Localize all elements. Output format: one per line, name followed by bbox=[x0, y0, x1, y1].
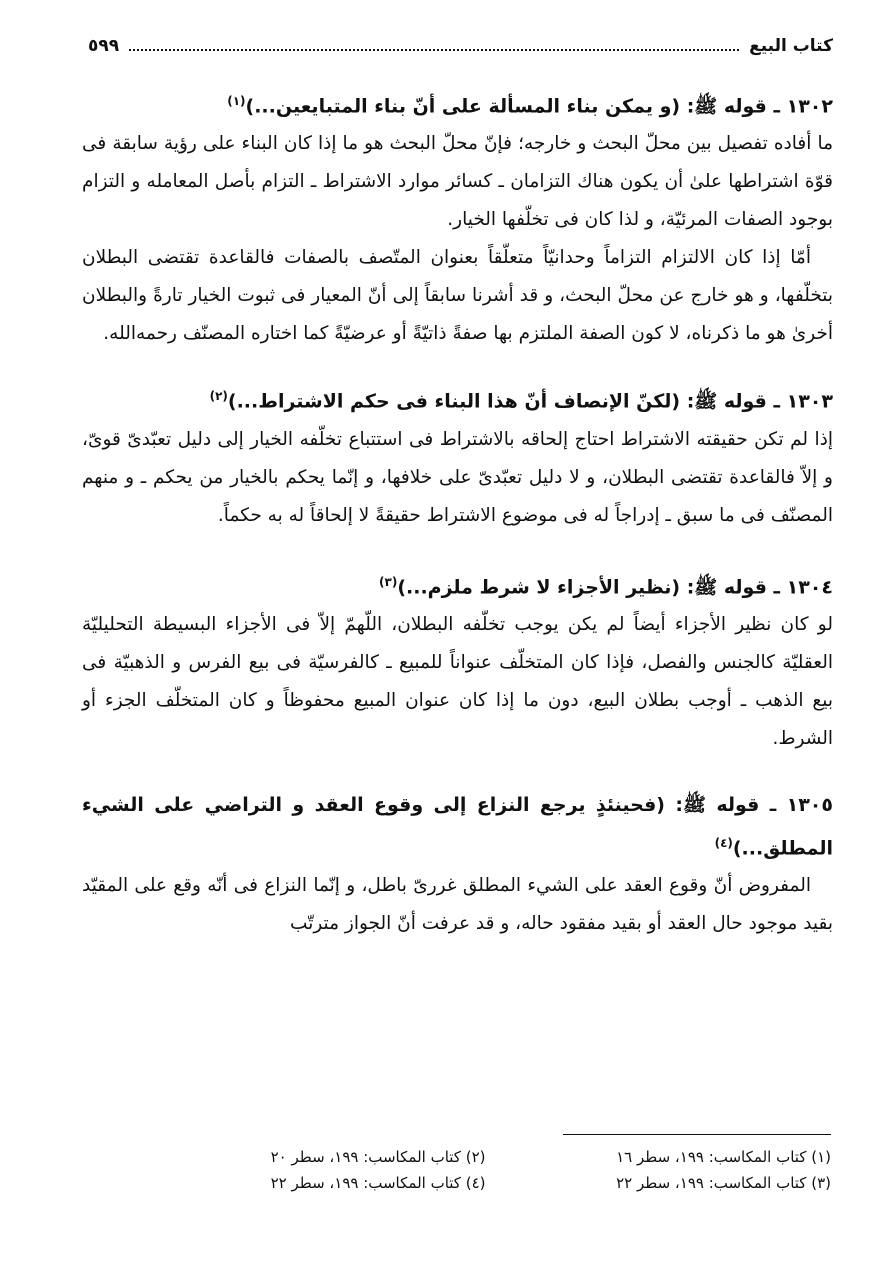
page-body bbox=[82, 82, 833, 943]
book-title: كتاب البيع bbox=[749, 36, 833, 56]
section-1305 bbox=[82, 786, 833, 943]
footnote-1: (١) كتاب المكاسب: ١٩٩، سطر ١٦ bbox=[616, 1148, 831, 1166]
footnotes bbox=[180, 1146, 831, 1194]
heading-text: ١٣٠٥ ـ قوله ﷺ: (فحينئذٍ يرجع النزاع إلى وقوع العقد و التراضي على الشيء المطلق...) bbox=[82, 793, 833, 860]
footnote-ref: (٤) bbox=[714, 835, 733, 850]
page-number: ٥٩٩ bbox=[88, 36, 120, 56]
section-heading bbox=[82, 786, 833, 867]
footnote-3: (٣) كتاب المكاسب: ١٩٩، سطر ٢٢ bbox=[616, 1174, 831, 1192]
paragraph: أمّا إذا كان الالتزام التزاماً وحدانيّاً متعلّقاً بعنوان المتّصف بالصفات فالقاعدة تقتضى البطلان بتخلّفها، و هو خارج عن محلّ البحث، و قد أشرنا سابقاً إلى أنّ المعيار فى ثبوت الخيار تارةً والبطلان أخرىٰ هو ما ذكرناه، لا كون الصفة الملتزم بها صفةً ذاتيّةً أو عرضيّةً كما اختاره المصنّف رحمه‌الله. bbox=[82, 247, 833, 345]
section-heading bbox=[82, 563, 833, 606]
section-1302 bbox=[82, 82, 833, 353]
footnote-4: (٤) كتاب المكاسب: ١٩٩، سطر ٢٢ bbox=[270, 1174, 486, 1192]
footnote-ref: (٣) bbox=[379, 574, 398, 589]
paragraph: المفروض أنّ وقوع العقد على الشيء المطلق غررىّ باطل، و إنّما النزاع فى أنّه وقع على المقيّد بقيد موجود حال العقد أو بقيد مفقود حاله، و قد عرفت أنّ الجواز مترتّب bbox=[82, 875, 833, 935]
section-heading bbox=[82, 377, 833, 420]
section-1304 bbox=[82, 563, 833, 758]
footnote-ref: (١) bbox=[227, 94, 246, 108]
paragraph: إذا لم تكن حقيقته الاشتراط احتاج إلحاقه بالاشتراط فى استتباع تخلّفه الخيار إلى دليل تعبّدىّ قوىّ، و إلاّ فالقاعدة تقتضى البطلان، و لا دليل تعبّدىّ على خلافها، و إنّما يحكم بالخيار من يحكم ـ و منهم المصنّف فى ما سبق ـ إدراجاً له فى موضوع الاشتراط حقيقةً لا إلحاقاً له به حكماً. bbox=[82, 428, 833, 526]
paragraph: لو كان نظير الأجزاء أيضاً لم يكن يوجب تخلّفه البطلان، اللّهمّ إلاّ فى الأجزاء البسيطة التحليليّة العقليّة كالجنس والفصل، فإذا كان المتخلّف عنواناً للمبيع ـ كالفرسيّة فى بيع الفرس و الذهبيّة فى بيع الذهب ـ أوجب بطلان البيع، دون ما إذا كان عنوان المبيع محفوظاً و كان المتخلّف الجزء أو الشرط. bbox=[82, 613, 833, 749]
footnote-ref: (٢) bbox=[209, 389, 228, 404]
running-header bbox=[88, 36, 833, 56]
section-heading bbox=[82, 82, 833, 125]
section-1303 bbox=[82, 377, 833, 534]
heading-text: ١٣٠٢ ـ قوله ﷺ: (و يمكن بناء المسألة على أنّ بناء المتبايعين...) bbox=[245, 95, 833, 118]
heading-text: ١٣٠٣ ـ قوله ﷺ: (لكنّ الإنصاف أنّ هذا البناء فى حكم الاشتراط...) bbox=[227, 390, 833, 413]
footnote-rule bbox=[563, 1134, 831, 1135]
leader-dots bbox=[129, 49, 739, 51]
heading-text: ١٣٠٤ ـ قوله ﷺ: (نظير الأجزاء لا شرط ملزم...) bbox=[397, 575, 833, 598]
paragraph: ما أفاده تفصيل بين محلّ البحث و خارجه؛ فإنّ محلّ البحث هو ما إذا كان البناء على رؤية سابقة فى قوّة اشتراطها علىٰ أن يكون هناك التزامان ـ كسائر موارد الاشتراط ـ التزام بأصل المعامله و التزام بوجود الصفات المرئيّة، و لذا كان فى تخلّفها الخيار. bbox=[82, 133, 833, 231]
footnote-2: (٢) كتاب المكاسب: ١٩٩، سطر ٢٠ bbox=[270, 1148, 486, 1166]
